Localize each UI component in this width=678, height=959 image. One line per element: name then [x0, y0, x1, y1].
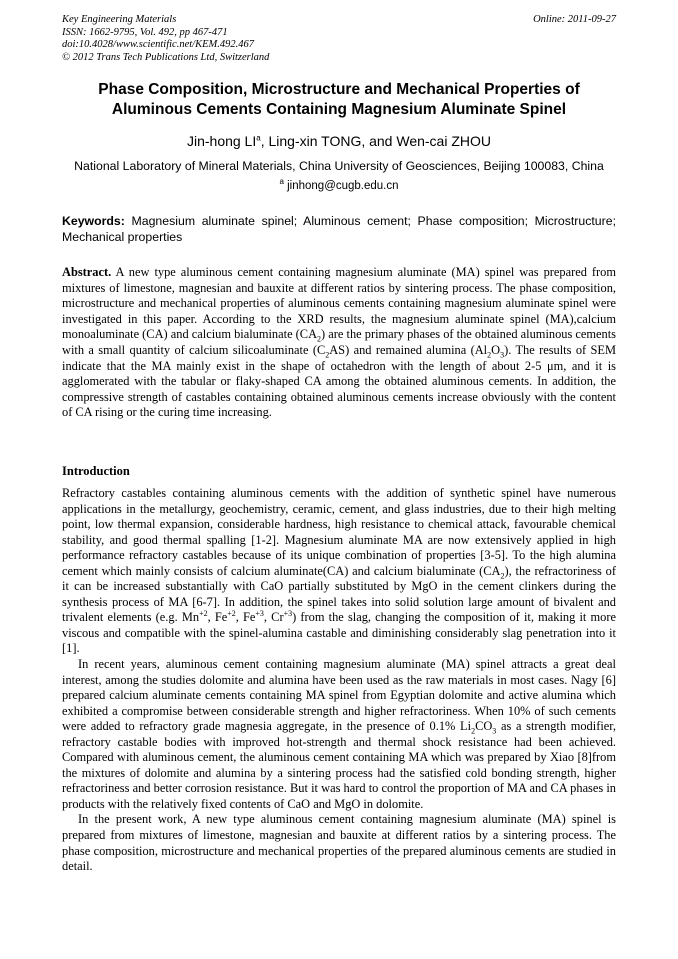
subscript: 2	[471, 726, 476, 736]
abstract-text: AS) and remained alumina (Al	[329, 342, 488, 357]
superscript: +2	[199, 609, 208, 619]
paragraph-text: In recent years, aluminous cement containing magnesium aluminate (MA) spinel attracts a great deal interest, among the studies dolomite and alumina have been used as the raw materials in most cases. Nagy [6] prepared calcium aluminate cements containing MA spinel from Egyptian dolomite and active alumina which exhibited a compromise between considerable strength and higher refractoriness. When 10% of such cements were added to refractory grade magnesia aggregate, in the presence of 0.1% Li	[62, 657, 616, 734]
paragraph-text: ) from the slag, changing the composition of it, making it more viscous and compatible with the spinel-alumina castable and diminishing considerably slag penetration into it [1].	[62, 610, 616, 656]
subscript: 2	[317, 334, 322, 344]
paragraph-text: as a strength modifier, refractory castable bodies with improved hot-strength and thermal shock resistance had been achieved. Compared with aluminous cement, the aluminous cement containing MA which was prepared by Xiao [8]from the mixtures of dolomite and alumina by a sintering process had the satisfied cold bonding strength, higher refractoriness and better corrosion resistance. But it was hard to control the proportion of MA and CA phases in products with the relatively fixed contents of CaO and MgO in dolomite.	[62, 719, 616, 811]
keywords-label: Keywords:	[62, 214, 125, 228]
authors-rest: , Ling-xin TONG, and Wen-cai ZHOU	[260, 133, 492, 149]
email-affil-mark: a	[279, 177, 284, 187]
paragraph-text: , Fe	[235, 610, 256, 625]
subscript: 2	[487, 350, 492, 360]
keywords	[62, 214, 616, 245]
journal-name: Key Engineering Materials	[62, 14, 177, 25]
superscript: +2	[227, 609, 236, 619]
paragraph-text: , Cr	[263, 610, 284, 625]
journal-header	[62, 14, 616, 64]
introduction-body	[62, 486, 616, 875]
paragraph-text: Refractory castables containing aluminous cements with the addition of synthetic spinel have numerous applications in the metallurgy, geochemistry, ceramic, cement, and glass industries, due to their high melting point, low thermal expansion, considerable hardness, high resistance to chemical attack, favourable chemical stability, and good thermal spalling [1-2]. Magnesium aluminate MA are now extensively applied in high performance refractory castables because of its unique combination of properties [3-5]. To the high alumina cement which mainly consists of calcium aluminate(CA) and calcium bialuminate (CA	[62, 486, 616, 578]
subscript: 2	[325, 350, 330, 360]
superscript: +3	[255, 609, 264, 619]
intro-paragraph-1	[62, 486, 616, 657]
author-email	[62, 178, 616, 194]
title-line-1: Phase Composition, Microstructure and Mechanical Properties of	[98, 81, 580, 98]
abstract-text: ) are the primary phases of the obtained aluminous cements with a small quantity of calcium silicoaluminate (C	[62, 327, 616, 357]
subscript: 3	[500, 350, 505, 360]
subscript: 3	[492, 726, 497, 736]
abstract	[62, 265, 616, 421]
paragraph-text: , Fe	[207, 610, 228, 625]
title-line-2: Aluminous Cements Containing Magnesium Aluminate Spinel	[111, 101, 567, 118]
abstract-text: O	[491, 342, 501, 357]
superscript: +3	[283, 609, 293, 619]
section-heading-introduction: Introduction	[62, 464, 130, 478]
affiliation: National Laboratory of Mineral Materials, China University of Geosciences, Beijing 100083, China	[74, 159, 604, 173]
abstract-text: A new type aluminous cement containing magnesium aluminate (MA) spinel was prepared from mixtures of limestone, magnesian and bauxite at different ratios by sintering process. The phase composition, microstructure and mechanical properties of aluminous cements containing magnesium aluminate spinel were investigated in this paper. According to the XRD results, the magnesium aluminate spinel (MA),calcium monoaluminate (CA) and calcium bialuminate (CA	[62, 265, 616, 342]
paper-title	[62, 80, 616, 120]
online-date: Online: 2011-09-27	[533, 14, 616, 25]
intro-paragraph-3: In the present work, A new type aluminous cement containing magnesium aluminate (MA) spinel is prepared from mixtures of limestone, magnesian and bauxite at different ratios by a sintering process. The phase composition, microstructure and mechanical properties of the prepared aluminous cements are studied in detail.	[62, 812, 616, 874]
author-list	[62, 132, 616, 150]
paragraph-text: ), the refractoriness of it can be increased substantially with CaO partially substituted by MgO in the cement clinkers during the synthesis process of MA [6-7]. In addition, the spinel takes into solid solution large amount of bivalent and trivalent elements (e.g. Mn	[62, 563, 617, 625]
copyright-line: © 2012 Trans Tech Publications Ltd, Switzerland	[62, 51, 270, 63]
author-1: Jin-hong LI	[186, 133, 257, 149]
author-1-affil-mark: a	[256, 133, 261, 143]
intro-paragraph-2	[62, 657, 616, 812]
keywords-text: Magnesium aluminate spinel; Aluminous cement; Phase composition; Microstructure; Mechanical properties	[62, 214, 616, 244]
paragraph-text: CO	[475, 719, 493, 734]
issn-line: ISSN: 1662-9795, Vol. 492, pp 467-471	[62, 26, 228, 38]
subscript: 2	[500, 571, 505, 581]
email-address[interactable]: jinhong@cugb.edu.cn	[283, 180, 399, 192]
abstract-text: ). The results of SEM indicate that the MA mainly exist in the shape of octahedron with the length of about 2-5 μm, and it is agglomerated with the tabular or flaky-shaped CA among the obtained aluminous cements. In addition, the compressive strength of castables containing obtained aluminous cements increase obviously with the content of CA rising or the curing time increasing.	[62, 342, 616, 420]
doi-line[interactable]: doi:10.4028/www.scientific.net/KEM.492.467	[62, 39, 254, 50]
abstract-label: Abstract.	[62, 265, 112, 279]
